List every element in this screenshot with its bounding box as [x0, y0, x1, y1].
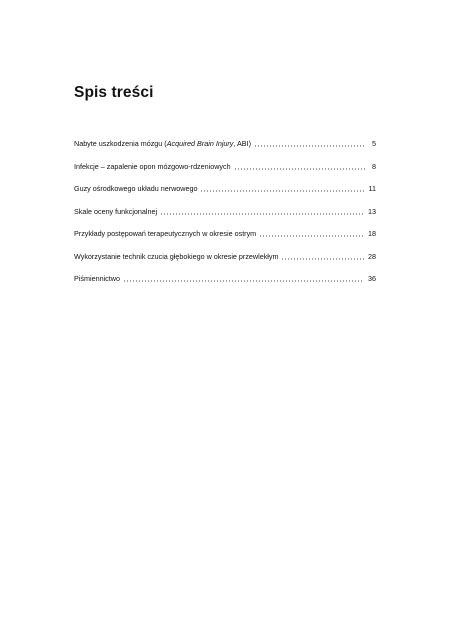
toc-dot-leader	[234, 168, 366, 170]
toc-entry[interactable]	[74, 178, 376, 201]
toc-page-number: 18	[368, 229, 376, 238]
toc-entry-title	[74, 246, 281, 269]
toc-dot-leader	[254, 145, 366, 147]
table-of-contents	[74, 133, 376, 291]
toc-entry[interactable]	[74, 268, 376, 291]
toc-dot-leader	[200, 190, 364, 192]
toc-entry[interactable]	[74, 223, 376, 246]
toc-dot-leader	[123, 280, 364, 282]
toc-entry-title-text: Guzy ośrodkowego układu nerwowego	[74, 184, 198, 193]
toc-page-number: 11	[368, 184, 376, 193]
toc-entry-title	[74, 223, 259, 246]
toc-entry-title	[74, 133, 254, 156]
toc-entry-title	[74, 201, 160, 224]
toc-entry-title-suffix: , ABI)	[233, 139, 251, 148]
toc-entry-title	[74, 156, 234, 179]
toc-entry-title-text: Infekcje – zapalenie opon mózgowo-rdzeniowych	[74, 161, 231, 171]
toc-dot-leader	[259, 235, 364, 237]
toc-page-number: 13	[368, 206, 376, 216]
toc-entry[interactable]	[74, 201, 376, 224]
toc-entry-title-text: Przykłady postępowań terapeutycznych w okresie ostrym	[74, 229, 257, 238]
toc-page-number: 36	[368, 274, 376, 283]
toc-entry-title-text: Nabyte uszkodzenia mózgu (	[74, 139, 167, 148]
toc-entry[interactable]	[74, 133, 376, 156]
toc-entry-title-text: Wykorzystanie technik czucia głębokiego w okresie przewlekłym	[74, 251, 279, 261]
toc-page-number: 28	[368, 251, 376, 261]
toc-page-number: 5	[372, 139, 376, 148]
toc-entry-title	[74, 268, 123, 291]
page-title: Spis treści	[74, 84, 154, 101]
toc-page-number: 8	[372, 161, 376, 171]
toc-entry[interactable]	[74, 156, 376, 179]
toc-entry-title-text: Piśmiennictwo	[74, 274, 120, 283]
toc-entry-title-text: Skale oceny funkcjonalnej	[74, 206, 158, 216]
toc-dot-leader	[281, 258, 364, 260]
toc-entry-title	[74, 178, 200, 201]
toc-dot-leader	[160, 213, 364, 215]
toc-entry[interactable]	[74, 246, 376, 269]
toc-entry-title-italic: Acquired Brain Injury	[166, 139, 234, 148]
